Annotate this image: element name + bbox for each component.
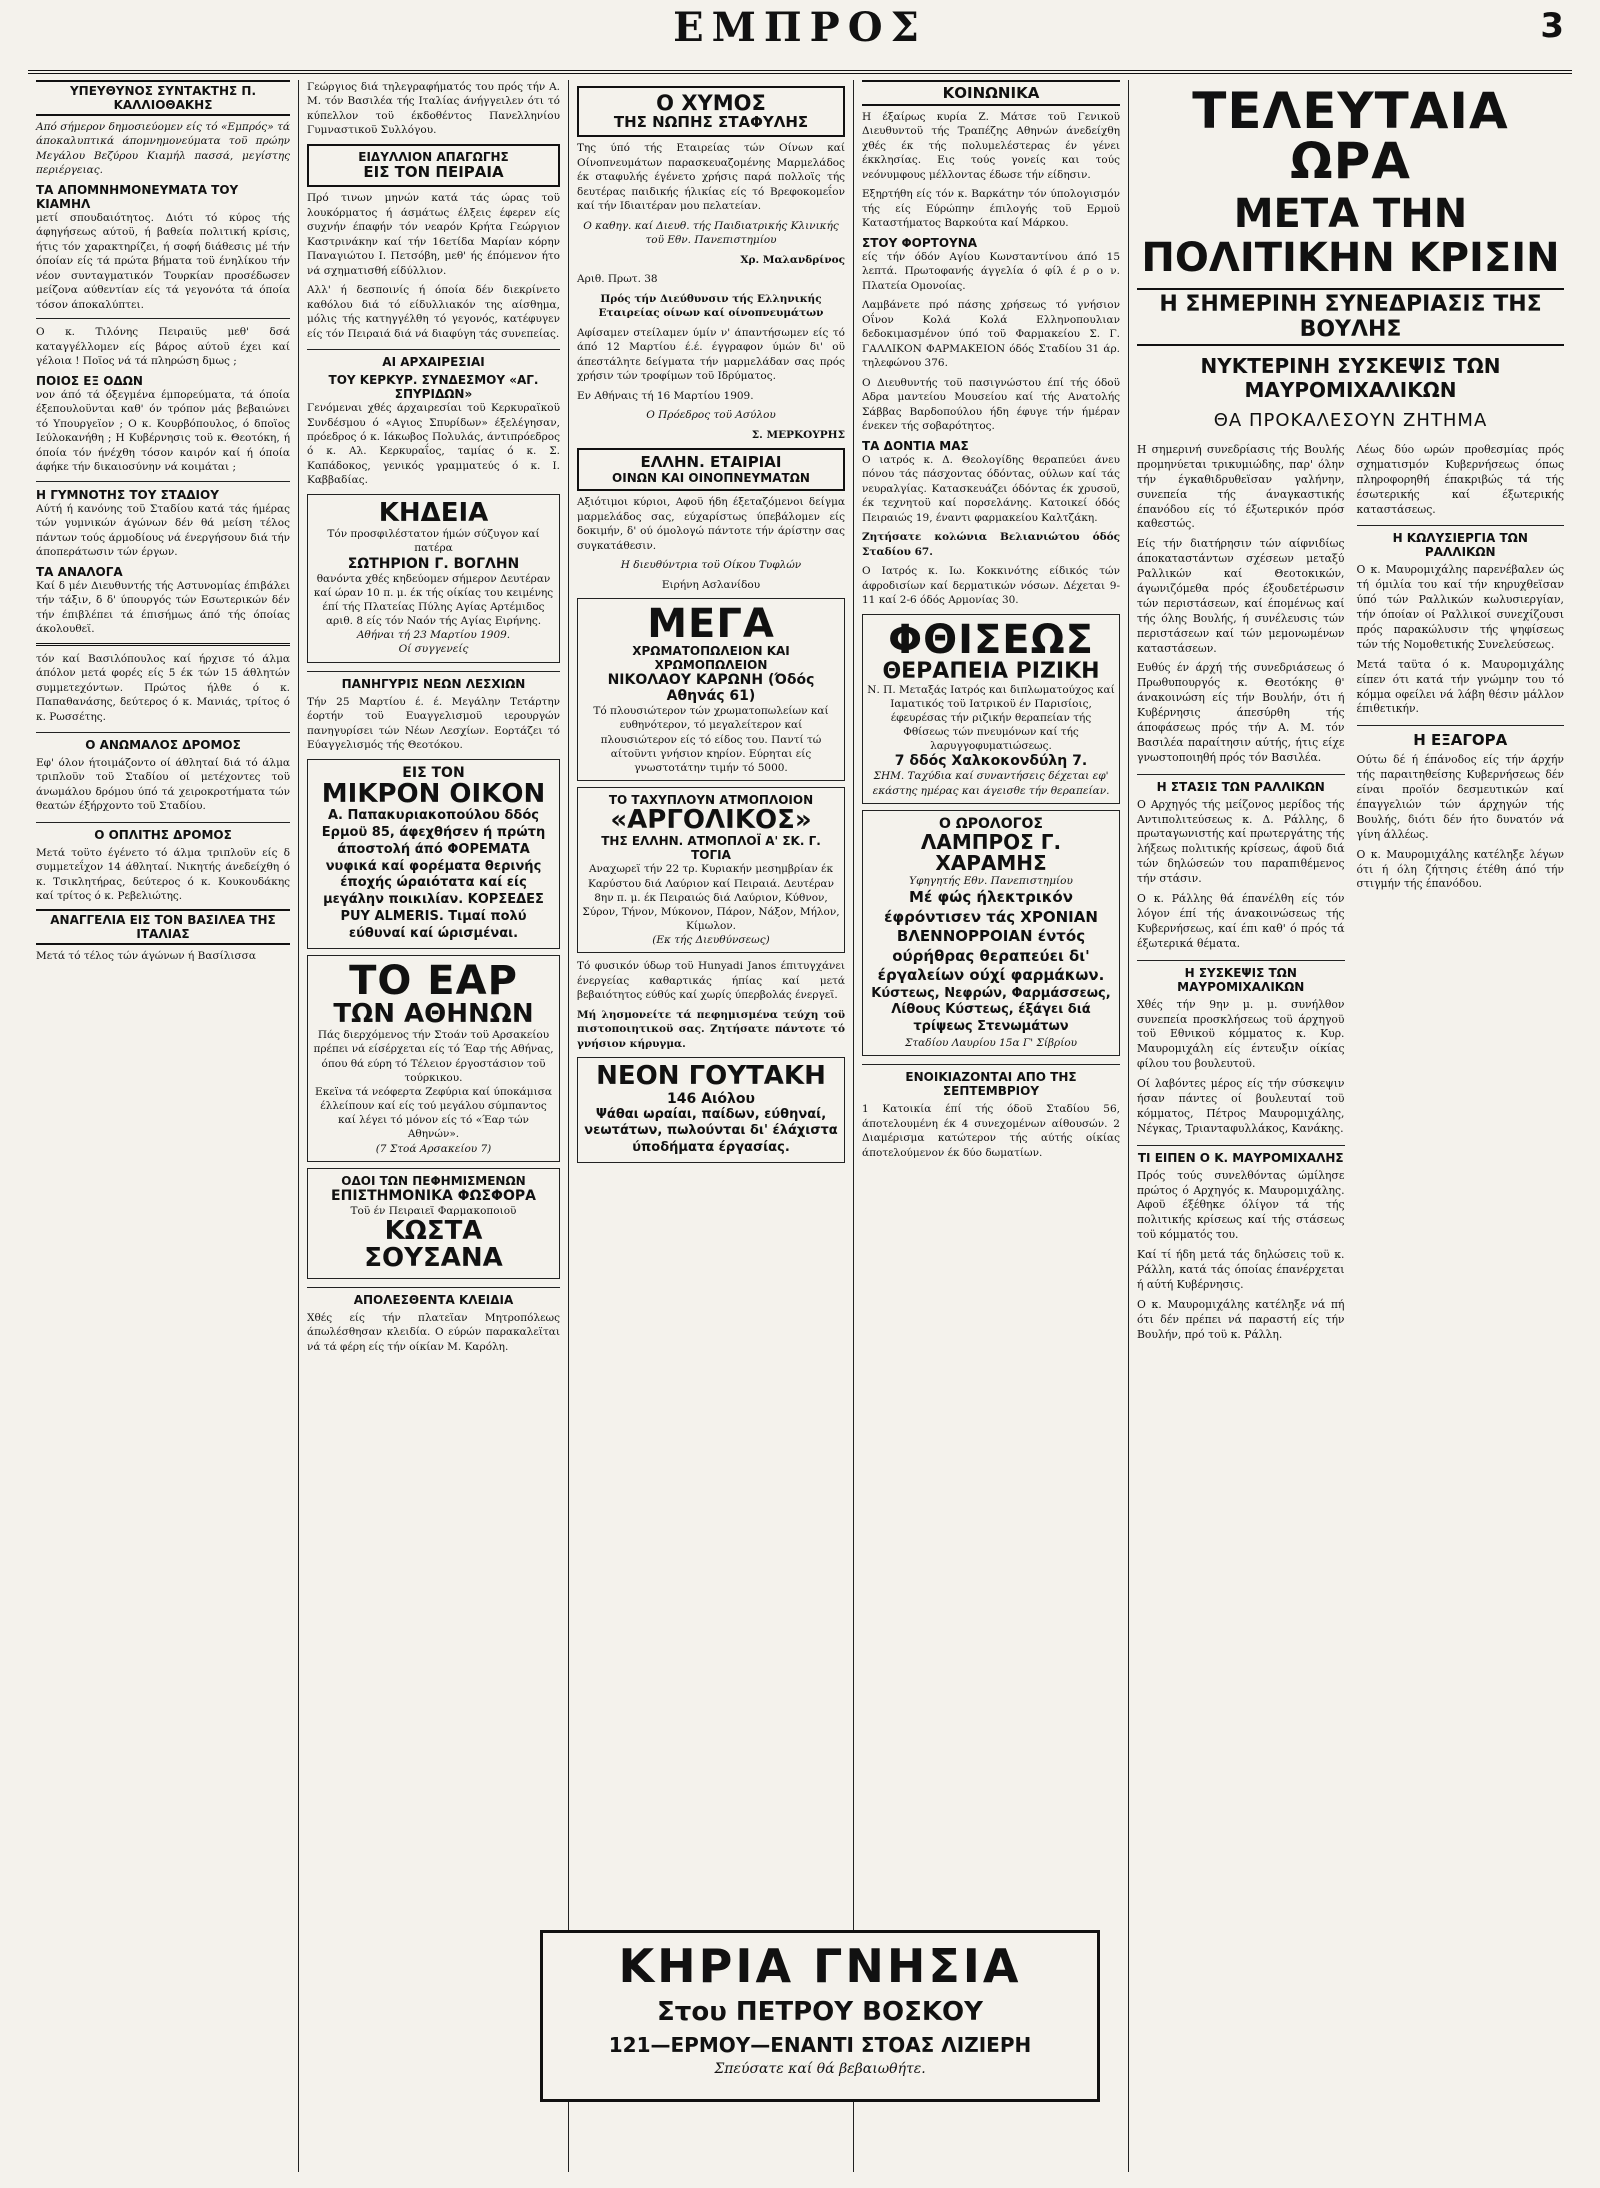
juice-headline [577, 86, 845, 137]
rent-text: 1 Κατοικία έπί τής όδοϋ Σταδίου 56, άποτελουμένη έκ 4 συνεχομένων αίθουσών. 2 Διαμέρισμα κατώτερον τής αύτής οίκίας άποτελούμενον έκ δύο δωματίων. [862, 1103, 1120, 1159]
intro-text: Από σήμερον δημοσιεύομεν είς τό «Εμπρός» τά άποκαλυπτικά άπομνημονεύματα τοϋ πρώην Μεγάλου Βεζύρου Κιαμήλ πασσά, μεγίστης περιέργειας. [36, 121, 290, 177]
funeral-family: Οί συγγενείς [398, 643, 469, 656]
company-text: Αξιότιμοι κύριοι, Αφοϋ ήδη έξεταζόμενοι δείγμα μαρμελάδος σας, εύχαρίστως ύπεβάλομεν είς δοκιμήν, δ' ού όμολογώ πάντοτε τήν άρίστην σας συγκατάθεσιν. [577, 496, 845, 552]
lead-p1: Η σημερινή συνεδρίασις τής Βουλής προμηνύεται τρικυμιώδης, παρ' όλην τήν έγκαθιδρυθεϊσαν γαλήνην, συνεπεία τής άναγκαστικής έπανόδου είς τό έξωτερικόν πρόσ καθεστώς. [1137, 443, 1345, 531]
funeral-notice [307, 494, 560, 663]
candles-note: Σπεύσατε καί θά βεβαιωθήτε. [714, 2061, 926, 2077]
mega-name: ΝΙΚΟΛΑΟΥ ΚΑΡΩΝΗ (Όδός Αθηνάς 61) [607, 672, 815, 705]
lead-sub-4: Η ΚΩΛΥΣΙΕΡΓΙΑ ΤΩΝ ΡΑΛΛΙΚΩΝ [1357, 525, 1565, 559]
spring-text: Πάς διερχόμενος τήν Στοάν τοϋ Αρσακείου πρέπει νά είσέρχεται είς τό Έαρ τής Αθήνας, όπου θά εύρη τό Τέλειον έργοστάσιον τοϋ τούρκικου. [313, 1029, 554, 1084]
juice-head-2: ΤΗΣ ΝΩΠΗΣ ΣΤΑΦΥΛΗΣ [613, 113, 809, 132]
lead-sub-1: Η ΣΤΑΣΙΣ ΤΩΝ ΡΑΛΛΙΚΩΝ [1137, 774, 1345, 794]
funeral-text: Τόν προσφιλέστατον ήμών σύζυγον καί πατέρα [327, 528, 540, 555]
lead-p4: Ο Αρχηγός τής μείζονος μερίδος τής Αντιπολιτεύσεως κ. Δ. Ράλλης, δ πρωταγωνιστής καί πρωτεργάτης τής λήξεως πολιτικής κρίσεως, άφοϋ διά τών δηλώσεών του παραπιθέμενος τήν στάσιν. [1137, 797, 1345, 886]
candles-ad [540, 1930, 1100, 2102]
colonia-text: Ζητήσατε κολώνια Βελιανιώτου όδός Σταδίου 67. [862, 531, 1120, 558]
hoplite-text: Μετά τοϋτο έγένετο τό άλμα τριπλοϋν είς δ συμμετεΐχον 14 άθληταί. Νικητής άνεδείχθη ό κ. Τσικλητήρας, δεύτερος ό κ. Κουκουδάκης καί τρίτος ό κ. Ρεβελιώτης. [36, 846, 290, 903]
divider [36, 643, 290, 646]
funeral-label: ΚΗΔΕΙΑ [378, 497, 489, 528]
phthisis-title: ΦΘΙΣΕΩΣ [888, 616, 1094, 663]
stadium-text: Αύτή ή κανόνης τοϋ Σταδίου κατά τάς ήμέρας τών γυμνικών άγώνων δέν θά μείση τέλος πάντων τούς άρμοδίους νά ένεργήσουν διά τήν άποπεράτωσιν τών έργων. [36, 502, 290, 559]
column-2 [298, 80, 568, 2172]
store-label: ΣΤΟΥ ΦΟΡΤΟΥΝΑ [862, 235, 978, 250]
lead-p6: Χθές τήν 9ην μ. μ. συνήλθον συνεπεία προσκλήσεως τοϋ άρχηγοϋ τοϋ Εθνικοϋ κόμματος κ. Κυρ. Μαυρομιχάλη είς έντευξιν οίκίας φίλου του βουλευτοϋ. [1137, 997, 1345, 1071]
memoir-text: μετί σπουδαιότητος. Διότι τό κύρος τής άφηγήσεως αύτοϋ, ή βαθεία πολιτική κρίσις, ήτις τόν χαρακτηρίζει, ή σοφή διάθεσις μέ τήν όποίαν είς τά πρώτα βήματα τοϋ ένηλίκου τήν νέον συνταγματικόν Τουρκίαν προσέδωσεν μείζονα αύθεντίαν είς τά γεγονότα τά όποία τόσον άποκαλύπτει. [36, 211, 290, 311]
lead-p3: Ευθύς έν άρχή τής συνεδριάσεως ό Πρωθυπουργός κ. Θεοτόκης θ' άνακοινώση είς τήν Βουλήν, ότι ή Κυβέρνησις άπεσύρθη τής άποφάσεως πρός τήν Α. Μ. τόν Βασιλέα παραίτησιν αύτής, ήτις είχε γνωστοποιηθή πρός τόν Βασιλέα. [1137, 661, 1345, 764]
urologist-ad [862, 810, 1120, 1057]
columns [28, 80, 1572, 2172]
candles-title: ΚΗΡΙΑ ΓΝΗΣΙΑ [618, 1939, 1022, 1993]
spring-text-2: Εκεϊνα τά νεόφερτα Ζεφύρια καί ύποκάμισα έλλείπουν καί είς τού μεγάλου σύμπαντος καί λέγει τό μόνον είς τό «Έαρ τών Αθηνών». [315, 1085, 552, 1141]
elections-text: Γενόμεναι χθές άρχαιρεσίαι τοϋ Κερκυραϊκοϋ Συνδέσμου ό «Αγιος Σπυρίδων» έξελέγησαν, πρόεδρος ό κ. Ιάκωβος Πολυλάς, άντιπρόεδρος ό κ. Αλ. Κερκυραΐος, ταμίας ό κ. Σ. Καπάδοκος, γενικός γραμματεύς ό κ. Ι. Καββαδίας. [307, 402, 560, 487]
hoplite-label: Ο ΟΠΛΙΤΗΣ ΔΡΟΜΟΣ [36, 822, 290, 842]
mega-title: ΜΕΓΑ [647, 601, 775, 648]
column-1 [28, 80, 298, 2172]
road-text: νον άπό τά όξεγμένα έμπορεύματα, τά όποία έξεπουλοϋνται καθ' όν τρόπον μάς βεβαιώνει τό Υπουργεϊον ; Ο κ. Κουρβόπουλος, ό δποϊος Ιεύλοκανήθη ; Η Κυβέρνησις τοϋ κ. Θεοτόκη, ή όποία τόν ήνέχθη τόσον καιρόν καί ή όποία άφήκε τήν δικαιοσύνην νά κοιμάται ; [36, 388, 290, 474]
lead-p5: Ο κ. Ράλλης θά έπανέλθη είς τόν λόγον έπί τής άνακοινώσεως τής Κυβερνήσεως, καί έπι καθ' ό πρός τά έξωτερικά θέματα. [1137, 892, 1345, 950]
phthisis-ad [862, 614, 1120, 804]
track-label: Ο ΑΝΩΜΑΛΟΣ ΔΡΟΜΟΣ [36, 732, 290, 752]
urologist-label: Ο ΩΡΟΛΟΓΟΣ [939, 815, 1043, 832]
lead-p14: Ούτω δέ ή έπάνοδος είς τήν άρχήν τής παραιτηθείσης Κυβερνήσεως δέν είναι προϊόν δεσμευτικών καί έπαγγελιών τών άρχηγών τής Βουλής, διότι δέν ήτο δυνατόν νά γίνη άλλέως. [1356, 753, 1564, 841]
spring-title-2: ΤΩΝ ΑΘΗΝΩΝ [333, 998, 534, 1029]
urologist-address: Σταδίου Λαυρίου 15α Γ' Σίβρίου [904, 1037, 1078, 1050]
lead-sub-2: Η ΣΥΣΚΕΨΙΣ ΤΩΝ ΜΑΥΡΟΜΙΧΑΛΙΚΩΝ [1137, 960, 1345, 994]
lead-p11: Λέως δύο ωρών προθεσμίας πρός σχηματισμόν Κυβερνήσεως όπως πληροφορηθή έπακριβώς τά τής έσωτερικής καί έξωτερικής καταστάσεως. [1356, 443, 1564, 516]
headline-1: ΤΕΛΕΥΤΑΙΑ ΩΡΑ [1192, 82, 1509, 190]
masthead [28, 0, 1572, 74]
steamer-ad [577, 787, 845, 953]
phthisis-address: 7 δδός Χαλκοκονδύλη 7. [894, 753, 1088, 770]
lead-subcolumn-2 [1357, 443, 1565, 1347]
column-3 [568, 80, 853, 2172]
director-text: Ο Διευθυντής τοϋ πασιγνώστου έπί τής όδοϋ Αδρα μαντείου Μουσείου καί τής Ανατολής Σάββας Βαρδοπούλου ήδη έφυγε τήν ήμέραν ένεκεν τής σοβαρότητος. [862, 376, 1120, 433]
juice-sign-2: Ο Πρόεδρος τοϋ Ασύλου [646, 409, 776, 422]
lead-p7: Οί λαβόντες μέρος είς τήν σύσκεψιν ήσαν πάντες οί βουλευταί τοϋ κόμματος, Πέτρος Μαυρομιχάλης, Νέγκας, Τριανταφυλλάκος, Κανάκης. [1137, 1077, 1345, 1135]
juice-sign-2-name: Σ. ΜΕΡΚΟΥΡΗΣ [751, 428, 845, 441]
king-strip: ΑΝΑΓΓΕΛΙΑ ΕΙΣ ΤΟΝ ΒΑΣΙΛΕΑ ΤΗΣ ΙΤΑΛΙΑΣ [36, 909, 290, 945]
shoes-address: 146 Αιόλου [667, 1090, 755, 1107]
lead-sub-5: Η ΕΞΑΓΟΡΑ [1357, 725, 1565, 749]
small-house-ad [307, 759, 560, 949]
king-text: Μετά τό τέλος τών άγώνων ή Βασίλισσα [36, 949, 256, 962]
lead-p15: Ο κ. Μαυρομιχάλης κατέληξε λέγων ότι ή όλη ζήτησις έτέθη άπό τήν στιγμήν τής έπανόδου. [1356, 847, 1564, 891]
juice-text: Της ύπό τής Εταιρείας τών Οίνων καί Οίνοπνευμάτων παρασκευαζομένης Μαρμελάδος έκ σταφυλής έγένετο χρήσις παρά πολλοϊς τής δευτέρας παιδικής ήλικίας είς τό Βρεφοκομεΐον καί τήν Ιδιαιτέραν μου πελατείαν. [577, 142, 845, 213]
steamer-text: Αναχωρεϊ τήν 22 τρ. Κυριακήν μεσημβρίαν έκ Καρύστου διά Λαύριον καί Πειραιά. Δευτέραν 8ην π. μ. έκ Πειραιώς διά Λαύριον, Κύθνον, Σύρον, Τήνον, Μύκονον, Πάρον, Νάξον, Μήλον, Κίμωλον. [582, 863, 840, 933]
shoes-text: Ψάθαι ωραίαι, παίδων, εύθηναί, νεωτάτων, πωλούνται δι' έλάχιστα ύποδήματα έργασίας. [584, 1106, 838, 1156]
urologist-role: Υφηγητής Εθν. Πανεπιστημίου [909, 874, 1073, 887]
wedding-text: Εξηρτήθη είς τόν κ. Βαρκάτην τόν ύπολογισμόν τής είς Εύρώπην έπιλογής τοϋ Ερμοϋ Καταστήματος Βαρκούτα καί Μάρκου. [862, 188, 1120, 230]
steamer-name: «ΑΡΓΟΛΙΚΟΣ» [610, 805, 812, 836]
steamer-owner: ΤΗΣ ΕΛΛΗΝ. ΑΤΜΟΠΛΟΪ Α' ΣΚ. Γ. ΤΟΓΙΑ [601, 834, 821, 863]
social-text: Η έξαίρως κυρία Ζ. Μάτσε τοϋ Γενικοϋ Διευθυντοϋ τής Τραπέζης Αθηνών άνεδείχθη χθές έκ τής πολυμελέστερας έν γένει έκκλησίας. Εις τούς γονείς και τούς νεόνυμφους μέλλοντας έδωσε τήν είδησιν. [862, 111, 1120, 181]
funeral-date: Αθήναι τή 23 Μαρτίου 1909. [356, 629, 511, 642]
spring-ad [307, 955, 560, 1162]
juice-head-1: Ο ΧΥΜΟΣ [656, 91, 766, 115]
divider [36, 481, 290, 482]
lead-p9: Καί τί ήδη μετά τάς δηλώσεις τοϋ κ. Ράλλη, κατά τάς όποίας έπανέρχεται ή αύτή Κυβέρνησις. [1137, 1248, 1345, 1291]
lead-body [1137, 443, 1564, 1347]
company-headline [577, 448, 845, 491]
column-4 [853, 80, 1128, 2172]
shoes-title: ΝΕΟΝ ΓΟΥΤΑΚΗ [596, 1061, 826, 1092]
festival-label: ΠΑΝΗΓΥΡΙΣ ΝΕΩΝ ΛΕΣΧΙΩΝ [307, 671, 560, 691]
headline-4: ΝΥΚΤΕΡΙΝΗ ΣΥΣΚΕΨΙΣ ΤΩΝ ΜΑΥΡΟΜΙΧΑΛΙΚΩΝ [1200, 354, 1501, 402]
juice-sign: Ο καθηγ. καί Διευθ. τής Παιδιατρικής Κλινικής τοϋ Εθν. Πανεπιστημίου [583, 219, 839, 247]
excursion-label: ΕΙΔΥΛΛΙΟΝ ΑΠΑΓΩΓΗΣ [358, 149, 509, 164]
page-number: 3 [1540, 6, 1564, 46]
divider [36, 318, 290, 319]
notice-text: Μή λησμονείτε τά πεφημισμένα τεύχη τοϋ πιστοποιητικοϋ σας. Ζητήσατε πάντοτε τό γνήσιον κήρυγμα. [577, 1008, 845, 1050]
phosphor-label: ΟΔΟΙ ΤΩΝ ΠΕΦΗΜΙΣΜΕΝΩΝ [341, 1173, 526, 1188]
spring-address: (7 Στοά Αρσακείου 7) [375, 1142, 492, 1155]
small-house-title: ΜΙΚΡΟΝ ΟΙΚΟΝ [321, 778, 546, 809]
teeth-label: ΤΑ ΔΟΝΤΙΑ ΜΑΣ [862, 438, 969, 453]
keys-label: ΑΠΟΛΕΣΘΕΝΤΑ ΚΛΕΙΔΙΑ [307, 1287, 560, 1307]
candles-shop: Στου ΠΕΤΡΟΥ ΒΟΣΚΟΥ [657, 1997, 983, 2027]
company-label: ΕΛΛΗΝ. ΕΤΑΙΡΙΑΙ [640, 453, 782, 472]
column-5 [1128, 80, 1572, 2172]
festival-text: Τήν 25 Μαρτίου έ. έ. Μεγάλην Τετάρτην έορτήν τοϋ Ευαγγελισμοϋ ιερουργών πανηγυρίσει τών Νέων Λεσχίων. Εορτάζει τό Εύαγγελισμός τής Θεοτόκου. [307, 695, 560, 752]
editor-strip: ΥΠΕΥΘΥΝΟΣ ΣΥΝΤΑΚΤΗΣ Π. ΚΑΛΛΙΟΘΑΚΗΣ [36, 80, 290, 116]
track-text: Εφ' όλον ήτοιμάζοντο οί άθληταί διά τό άλμα τριπλοϋν τοϋ Σταδίου οί μετέχοντες τοϋ άνωμάλου δρόμου ύπό τά χειροκροτήματα τών θεατών έξήρχοντο τοϋ Σταδίου. [36, 756, 290, 813]
excursion-text-2: Αλλ' ή δεσποινίς ή όποία δέν διεκρίνετο καθόλου διά τό είδυλλιακόν της αίσθημα, μόλις τής κατηγγέλθη τό γεγονός, κατέφυγεν είς τόν Πειραιά διά νά διαφύγη τάς συνεπείας. [307, 284, 560, 340]
company-sign: Η διευθύντρια τοϋ Οίκου Τυφλών [620, 559, 802, 572]
lead-p10: Ο κ. Μαυρομιχάλης κατέληξε νά πή ότι δέν πρέπει νά παραστή είς τήν Βουλήν, πρό τοϋ κ. Ράλλη. [1137, 1297, 1345, 1341]
stadium-label: Η ΓΥΜΝΟΤΗΣ ΤΟΥ ΣΤΑΔΙΟΥ [36, 487, 219, 502]
phthisis-sub: ΘΕΡΑΠΕΙΑ ΡΙΖΙΚΗ [882, 658, 1100, 684]
small-house-top: ΕΙΣ ΤΟΝ [402, 764, 465, 781]
social-section-label: ΚΟΙΝΩΝΙΚΑ [862, 80, 1120, 106]
steamer-office: (Εκ τής Διευθύνσεως) [652, 934, 770, 947]
derma-text: Ο Ιατρός κ. Ιω. Κοκκινότης είδικός τών άφροδισίων καί δερματικών νόσων. Δέχεται 9-11 καί 2-6 όδός Αρμονίας 30. [862, 565, 1120, 607]
funeral-text-2: θανόντα χθές κηδεύομεν σήμερον Δευτέραν καί ώραν 10 π. μ. έκ τής οίκίας του κειμένης έπί τής Πλατείας Πύλης Αγίας Αρτέμιδος αριθ. 8 είς τόν Ναόν τής Αγίας Ειρήνης. [313, 572, 554, 628]
phosphor-ad [307, 1168, 560, 1279]
excursion-text: Πρό τινων μηνών κατά τάς ώρας τοϋ λουκόρματος ή άσμάτως έλξεις έφερεν είς συχνήν έπαφήν τόν νεαρόν Κρήτα Γεώργιον Καστρινάκην καί τήν 16ετίδα Μαρίαν κόρην Παναγιώτου Ι. Πετσόβη, μεθ' ής έπόμενον ήτο νά σχηματισθή είδύλλιον. [307, 192, 560, 277]
phosphor-name: ΚΩΣΤΑ ΣΟΥΣΑΝΑ [364, 1215, 503, 1274]
steamer-title: ΤΟ ΤΑΧΥΠΛΟΥΝ ΑΤΜΟΠΛΟΙΟΝ [608, 793, 814, 808]
juice-text-2: Πρός τήν Διεύθυνσιν τής Ελληνικής Εταιρείας οίνων καί οίνοπνευμάτων [598, 292, 824, 320]
pharma-text: Λαμβάνετε πρό πάσης χρήσεως τό γνήσιον Οΐνον Κολά Κολά Ελληνοπουλιαν δεδοκιμασμένον ύπό τοϋ Φαρμακείου Σ. Γ. ΓΑΛΛΙΚΟΝ ΦΑΡΜΑΚΕΙΟΝ όδός Σταδίου 31 άρ. τηλεφώνου 376. [862, 299, 1120, 370]
newspaper-title: ΕΜΠΡΟΣ [673, 4, 927, 51]
sports-text: τόν καί Βασιλόπουλος καί ήρχισε τό άλμα άπόλον μετά φορές είς 5 έκ τών 15 άθλητών συμμετεχόντων. Πρώτος ήλθε ό κ. Παπαθανάσης, δεύτερος ό κ. Μανιάς, τρίτος ό κ. Ρωσσέτης. [36, 652, 290, 723]
phthisis-note: ΣΗΜ. Ταχύδια καί συναντήσεις δέχεται εφ' εκάστης ημέρας και άγεισθε τήν θεραπείαν. [872, 770, 1110, 797]
juice-sign-name: Χρ. Μαλανδρίνος [740, 253, 845, 266]
urologist-text: Μέ φώς ήλεκτρικόν έφρόντισεν τάς ΧΡΟΝΙΑΝ ΒΛΕΝΝΟΡΡΟΙΑΝ έντός ούρήθρας θεραπεύει δι' έργαλείων ούχί φαρμάκων. [877, 888, 1105, 984]
headline-2: ΜΕΤΑ ΤΗΝ ΠΟΛΙΤΙΚΗΝ ΚΡΙΣΙΝ [1141, 191, 1560, 281]
phthisis-text: Ν. Π. Μεταξάς Ιατρός και διπλωματούχος καί Ιαματικός τοϋ Ιατρικοϋ έν Παρισίοις, έφευρέσας τήν ριζικήν θεραπείαν τής Φθίσεως τών πνευμόνων καί τής λαρυγγοφυματιώσεως. [867, 683, 1115, 753]
analogy-label: ΤΑ ΑΝΑΛΟΓΑ [36, 564, 123, 579]
headline-5: ΘΑ ΠΡΟΚΑΛΕΣΟΥΝ ΖΗΤΗΜΑ [1213, 410, 1488, 431]
hunyadi-text: Τό φυσικόν ύδωρ τοϋ Hunyadi Janos έπιτυγχάνει ένεργείας καθαρτικάς ήπίας καί μετά βεβαιότητος εύθύς καί χωρίς ύπερβολάς ένεργεϊ. [577, 960, 845, 1002]
funeral-name: ΣΩΤΗΡΙΟΝ Γ. ΒΟΓΛΗΝ [347, 555, 520, 572]
elections-label-2: ΤΟΥ ΚΕΡΚΥΡ. ΣΥΝΔΕΣΜΟΥ «ΑΓ. ΣΠΥΡΙΔΩΝ» [328, 373, 539, 402]
mega-ad [577, 598, 845, 781]
excursion-label-2: ΕΙΣ ΤΟΝ ΠΕΙΡΑΙΑ [363, 162, 504, 181]
top-text: Γεώργιος διά τηλεγραφήματός του πρός τήν Α. Μ. τόν Βασιλέα τής Ιταλίας άνήγγειλεν ότι τό κύπελλον τοϋ έκδοθέντος Πανελληνίου Γυμναστικοϋ Συλλόγου. [307, 81, 560, 137]
question-text: Ο κ. Τιλόνης Πειραιϋς μεθ' δσά καταγγέλλομεν είς βάρος αύτοϋ έχει καί γέλοια ! Ποϊος νά τά πληρώση δμως ; [36, 326, 290, 368]
lead-subcolumn-1 [1137, 443, 1345, 1347]
store-text: είς τήν όδόν Αγίου Κωνσταντίνου άπό 15 λεπτά. Πρωτοφανής άγγελία ό φίλ έ ρ ο ν. Πλατεία Ομονοίας. [862, 250, 1120, 292]
shoes-ad [577, 1057, 845, 1163]
candles-address: 121—ΕΡΜΟΥ—ΕΝΑΝΤΙ ΣΤΟΑΣ ΛΙΖΙΕΡΗ [608, 2033, 1032, 2057]
urologist-name: ΛΑΜΠΡΟΣ Γ. ΧΑΡΑΜΗΣ [920, 829, 1062, 875]
lead-headline [1137, 82, 1564, 431]
company-sign-name: Ειρήνη Ασλανίδου [661, 578, 761, 591]
keys-text: Χθές είς τήν πλατεϊαν Μητροπόλεως άπωλέσθησαν κλειδία. Ο εύρών παρακαλεϊται νά τά φέρη είς τήν οίκίαν Μ. Καρόλη. [307, 1311, 560, 1353]
analogy-text: Καί δ μέν Διευθυντής τής Αστυνομίας έπιβάλει τήν τάξιν, δ δ' ύπουργός τών Εσωτερικών δέν τήν έπιβλέπει τά έπισήμως άπό τής όποίας άκολουθεϊ. [36, 579, 290, 636]
rent-label: ΕΝΟΙΚΙΑΖΟΝΤΑΙ ΑΠΟ ΤΗΣ ΣΕΠΤΕΜΒΡΙΟΥ [862, 1064, 1120, 1098]
urologist-text-2: Κύστεως, Νεφρών, Φαρμάσσεως, Λίθους Κύστεως, έξάγει διά τρίψεως Στενωμάτων [871, 985, 1111, 1035]
lead-p2: Είς τήν διατήρησιν τών αίφνιδίως άποκαταστάντων σχέσεων μεταξύ Ραλλικών καί Θεοτοκικών, άγωνιζόμεθα πρός έξουδετέρωσιν τών περιστάσεων, καί έπομένως καί τής όλης Βουλής, ή συνέλευσις τών περιστάσεων καί τών μεμονωμένων καταστάσεων. [1137, 537, 1345, 655]
road-label: ΠΟΙΟΣ ΕΞ ΟΔΩΝ [36, 373, 143, 388]
excursion-headline [307, 144, 560, 187]
headline-3: Η ΣΗΜΕΡΙΝΗ ΣΥΝΕΔΡΙΑΣΙΣ ΤΗΣ ΒΟΥΛΗΣ [1137, 288, 1564, 346]
elections-label: ΑΙ ΑΡΧΑΙΡΕΣΙΑΙ [307, 349, 560, 369]
mega-sub: ΧΡΩΜΑΤΟΠΩΛΕΙΟΝ ΚΑΙ ΧΡΩΜΟΠΩΛΕΙΟΝ [632, 644, 790, 673]
lead-p12: Ο κ. Μαυρομιχάλης παρενέβαλεν ώς τή όμιλία του καί τήν κηρυχθεϊσαν ύπό τών Ραλλικών κωλυσιεργίαν, τήν όποίαν οί Ραλλικοί συνεχίζουσι πρός παρακώλυσιν τής ψηφίσεως τών τής Νομοθετικής Συνελεύσεως. [1356, 563, 1564, 651]
company-label-2: ΟΙΝΩΝ ΚΑΙ ΟΙΝΟΠΝΕΥΜΑΤΩΝ [612, 471, 810, 486]
juice-date: Εν Αθήναις τή 16 Μαρτίου 1909. [577, 389, 754, 402]
lead-p8: Πρός τούς συνελθόντας ώμίλησε πρώτος ό Αρχηγός κ. Μαυρομιχάλης. Αφοϋ έξέθηκε όλίγον τά τής πολιτικής κρίσεως καί τής στάσεως τοϋ κόμματός του. [1137, 1168, 1345, 1242]
protocol-number: Αριθ. Πρωτ. 38 [577, 273, 658, 286]
lead-p13: Μετά ταϋτα ό κ. Μαυρομιχάλης είπεν ότι κατά τήν γνώμην του τό κόμμα οφείλει νά λάβη θέσιν μάλλον έπιθετικήν. [1356, 657, 1564, 716]
spring-title: ΤΟ ΕΑΡ [349, 957, 518, 1004]
juice-text-3: Αφίσαμεν στείλαμεν ύμίν ν' άπαντήσωμεν είς τό άπό 12 Μαρτίου έ.έ. έγγραφον ύμών δι' οϋ άπεστάλητε δείγματα τήν μαρμελάδαν σας πρός χρήσιν τών τροφίμων τοϋ Ιδρύματος. [577, 326, 845, 383]
mega-text: Τό πλουσιώτερον τών χρωματοπωλείων καί ευθηνότερον, τό μεγαλείτερον καί πλουσιώτερον είς τό είδος του. Παντί τώ αίτοϋντι γνήσιον κηρίον. Εύρηται είς γνωστοτάτην τιμήν τό 5000. [593, 705, 829, 774]
lead-sub-3: ΤΙ ΕΙΠΕΝ Ο Κ. ΜΑΥΡΟΜΙΧΑΛΗΣ [1137, 1145, 1345, 1165]
small-house-text: Α. Παπακυριακοπούλου δδός Ερμοϋ 85, άφεχθήσεν ή πρώτη άποστολή άπό ΦΟΡΕΜΑΤΑ νυφικά καί φορέματα θερινής έποχής ώραιότατα καί είς μεγάλην ποικιλίαν. ΚΟΡΣΕΔΕΣ PUY ALMERIS. Τιμαί πολύ εύθυναί καί ώρισμέναι. [321, 807, 546, 942]
phosphor-label-2: ΕΠΙΣΤΗΜΟΝΙΚΑ ΦΩΣΦΟΡΑ [331, 1187, 536, 1204]
phosphor-text: Τοϋ έν Πειραιεϊ Φαρμακοποιοϋ [350, 1204, 517, 1217]
teeth-text: Ο ιατρός κ. Δ. Θεολογίδης θεραπεύει άνευ πόνου τάς πάσχοντας όδόντας, ούλων καί τάς νευραλγίας. Κατασκευάζει όδόντας έκ χρυσοϋ, έκ τεχνητοϋ καί πορσελάνης. Κατοικεί όδός Πειραιώς 19, έναντι φαρμακείου Καλτζάκη. [862, 453, 1120, 524]
memoir-label: ΤΑ ΑΠΟΜΝΗΜΟΝΕΥΜΑΤΑ ΤΟΥ ΚΙΑΜΗΛ [36, 182, 239, 211]
